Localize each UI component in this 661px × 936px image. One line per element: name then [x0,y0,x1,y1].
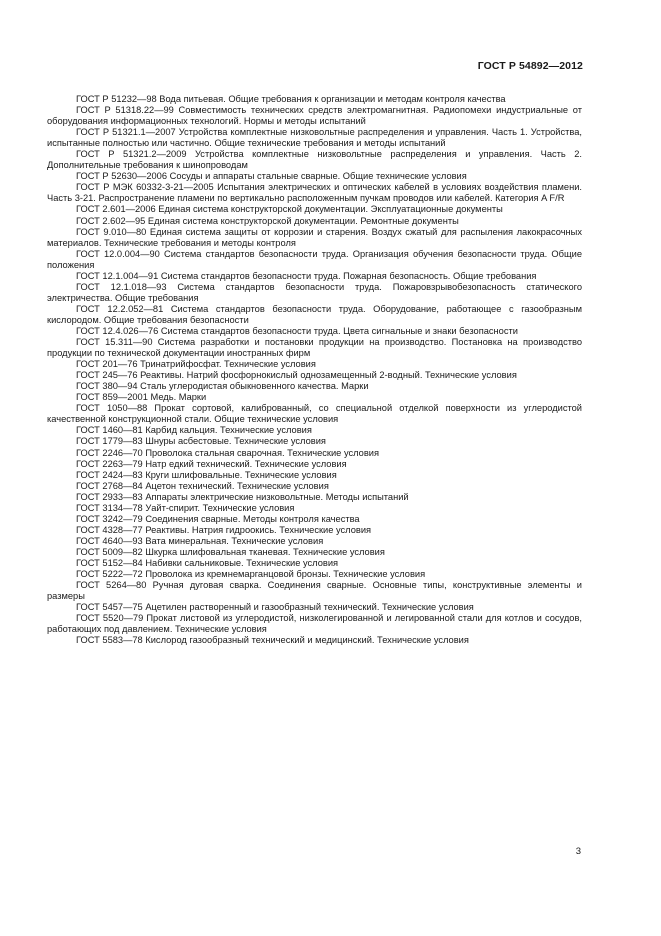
reference-item: ГОСТ Р 51321.1—2007 Устройства комплектные низковольтные распределения и управления. Часть 1. Устройства, испытанные полностью или частично. Общие технические требования и методы испытаний [47,127,582,149]
reference-item: ГОСТ 5152—84 Набивки сальниковые. Технические условия [76,557,339,568]
reference-item: ГОСТ 1779—83 Шнуры асбестовые. Технические условия [76,436,326,447]
reference-item: ГОСТ 2424—83 Круги шлифовальные. Технические условия [76,469,337,480]
reference-item: ГОСТ 5009—82 Шкурка шлифовальная тканевая. Технические условия [76,546,385,557]
normative-references-list [47,94,582,646]
reference-item: ГОСТ 1460—81 Карбид кальция. Технические условия [76,425,312,436]
reference-item: ГОСТ 4328—77 Реактивы. Натрия гидроокись. Технические условия [76,524,372,535]
reference-item: ГОСТ Р 51232—98 Вода питьевая. Общие требования к организации и методам контроля качества [76,94,506,104]
reference-item: ГОСТ 1050—88 Прокат сортовой, калиброванный, со специальной отделкой поверхности из углеродистой качественной конструкционной стали. Общие технические условия [47,403,582,425]
reference-item: ГОСТ 5264—80 Ручная дуговая сварка. Соединения сварные. Основные типы, конструктивные элементы и размеры [47,580,582,602]
reference-item: ГОСТ Р 51318.22—99 Совместимость технических средств электромагнитная. Радиопомехи индустриальные от оборудования информационных технологий. Нормы и методы испытаний [47,105,582,127]
reference-item: ГОСТ Р 52630—2006 Сосуды и аппараты стальные сварные. Общие технические условия [76,171,467,182]
reference-item: ГОСТ 12.1.004—91 Система стандартов безопасности труда. Пожарная безопасность. Общие требования [76,270,537,281]
page-number: 3 [575,846,581,857]
reference-item: ГОСТ 2768—84 Ацетон технический. Технические условия [76,480,329,491]
reference-item: ГОСТ 5520—79 Прокат листовой из углеродистой, низколегированной и легированной стали для котлов и сосудов, работающих под давлением. Технические условия [47,613,582,635]
reference-item: ГОСТ 12.2.052—81 Система стандартов безопасности труда. Оборудование, работающее с газообразным кислородом. Общие требования безопасности [47,303,582,325]
reference-item: ГОСТ 12.0.004—90 Система стандартов безопасности труда. Организация обучения безопасности труда. Общие положения [47,248,582,270]
standard-id-header: ГОСТ Р 54892—2012 [477,60,583,72]
reference-item: ГОСТ 2246—70 Проволока стальная сварочная. Технические условия [76,447,379,458]
reference-item: ГОСТ 2.602—95 Единая система конструкторской документации. Ремонтные документы [76,215,459,226]
reference-item: ГОСТ 9.010—80 Единая система защиты от коррозии и старения. Воздух сжатый для распыления лакокрасочных материалов. Технические требования и методы контроля [47,226,582,248]
reference-item: ГОСТ 15.311—90 Система разработки и постановки продукции на производство. Постановка на производство продукции по технической документации иностранных фирм [47,337,582,359]
reference-item: ГОСТ 3134—78 Уайт-спирит. Технические условия [76,502,295,513]
reference-item: ГОСТ 12.1.018—93 Система стандартов безопасности труда. Пожаровзрывобезопасность статического электричества. Общие требования [47,281,582,303]
reference-item: ГОСТ 201—76 Тринатрийфосфат. Технические условия [76,359,316,370]
reference-item: ГОСТ 5222—72 Проволока из кремнемарганцовой бронзы. Технические условия [76,569,426,580]
reference-item: ГОСТ 2263—79 Натр едкий технический. Технические условия [76,458,347,469]
reference-item: ГОСТ 2.601—2006 Единая система конструкторской документации. Эксплуатационные документы [76,204,503,215]
reference-item: ГОСТ 5583—78 Кислород газообразный технический и медицинский. Технические условия [76,635,469,646]
reference-item: ГОСТ 3242—79 Соединения сварные. Методы контроля качества [76,513,360,524]
reference-item: ГОСТ 380—94 Сталь углеродистая обыкновенного качества. Марки [76,381,369,392]
reference-item: ГОСТ 4640—93 Вата минеральная. Технические условия [76,535,324,546]
reference-item: ГОСТ Р МЭК 60332-3-21—2005 Испытания электрических и оптических кабелей в условиях воздействия пламени. Часть 3-21. Распространение пламени по вертикально расположенным пучкам проводов или кабелей. Категория A F/R [47,182,582,204]
reference-item: ГОСТ 245—76 Реактивы. Натрий фосфорнокислый однозамещенный 2-водный. Технические условия [76,370,517,381]
reference-item: ГОСТ Р 51321.2—2009 Устройства комплектные низковольтные распределения и управления. Часть 2. Дополнительные требования к шинопроводам [47,149,582,171]
reference-item: ГОСТ 859—2001 Медь. Марки [76,392,207,403]
reference-item: ГОСТ 5457—75 Ацетилен растворенный и газообразный технический. Технические условия [76,602,474,613]
reference-item: ГОСТ 12.4.026—76 Система стандартов безопасности труда. Цвета сигнальные и знаки безопасности [76,325,518,336]
reference-item: ГОСТ 2933—83 Аппараты электрические низковольтные. Методы испытаний [76,491,409,502]
